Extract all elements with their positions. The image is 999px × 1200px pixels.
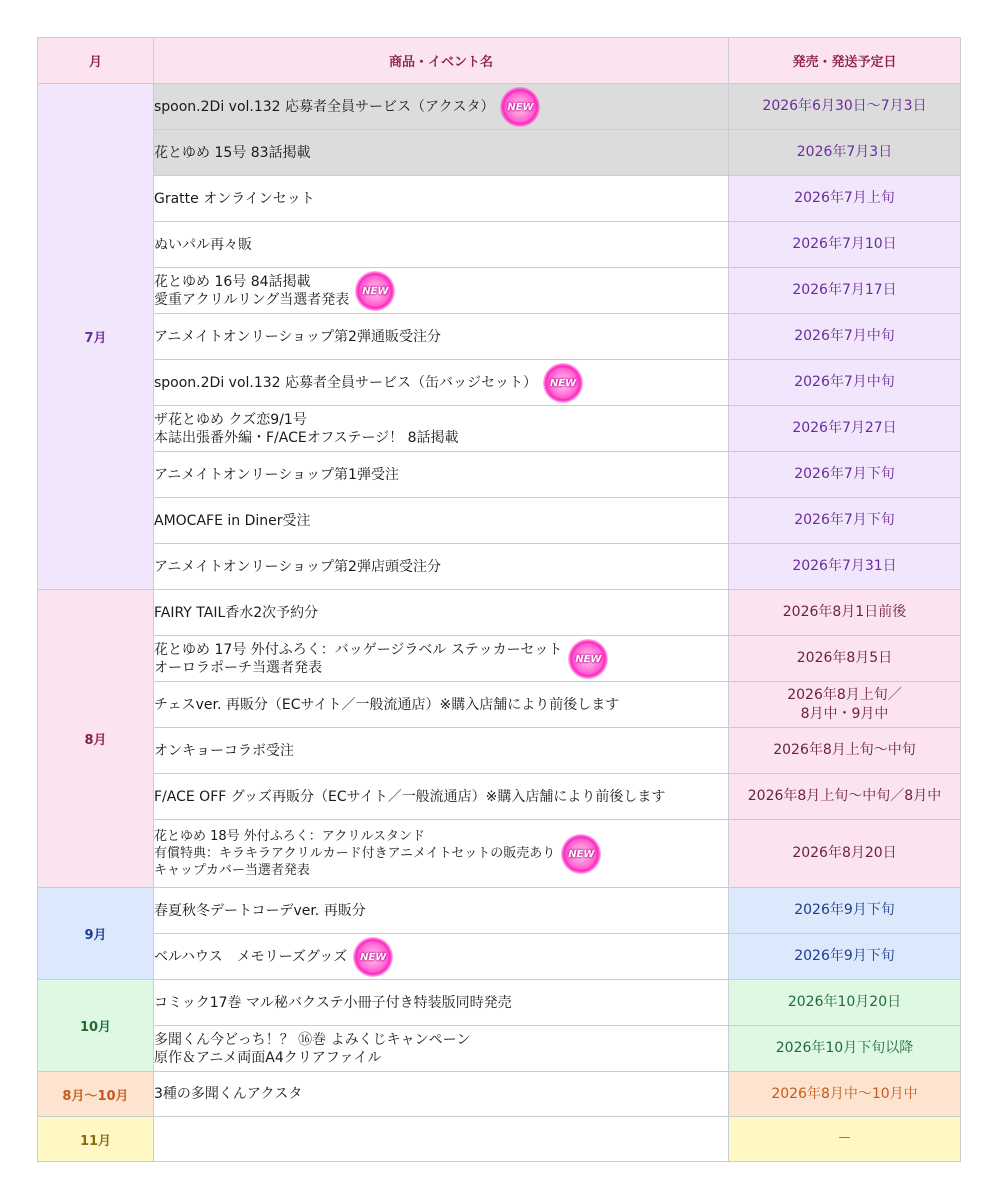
date-cell [729,360,961,406]
date-cell [729,452,961,498]
date-cell [729,406,961,452]
item-line: 3種の多聞くんアクスタ [154,1086,303,1102]
date-line: 2026年7月27日 [792,420,897,436]
item-line: F/ACE OFF グッズ再販分（ECサイト／一般流通店）※購入店舗により前後します [154,788,666,805]
date-cell [729,222,961,268]
item-line: 愛重アクリルリング当選者発表 [154,291,350,308]
item-line: 花とゆめ 15号 83話掲載 [154,144,311,161]
item-line: ベルハウス メモリーズグッズ [154,948,348,965]
item-line: AMOCAFE in Diner受注 [154,512,311,529]
month-cell-october: 10月 [38,980,154,1072]
table-row [38,1117,961,1162]
item-line: FAIRY TAIL香水2次予約分 [154,604,319,621]
item-line: 原作＆アニメ両面A4クリアファイル [154,1049,382,1066]
month-cell-september: 9月 [38,888,154,980]
item-cell [154,268,729,314]
date-line: 2026年8月5日 [796,650,893,666]
date-line: 2026年8月上旬～中旬 [773,742,916,758]
item-line: 花とゆめ 16号 84話掲載 [154,273,311,290]
month-cell-aug-oct: 8月～10月 [38,1072,154,1117]
date-line: 2026年7月中旬 [794,328,895,344]
item-line: 花とゆめ 18号 外付ふろく：アクリルスタンド [154,829,426,844]
table-row [38,820,961,888]
date-cell [729,980,961,1026]
item-cell [154,636,729,682]
table-row [38,682,961,728]
table-row [38,452,961,498]
table-row [38,1072,961,1117]
item-cell [154,544,729,590]
date-cell [729,314,961,360]
item-line: アニメイトオンリーショップ第2弾店頭受注分 [154,558,441,575]
item-cell [154,314,729,360]
date-cell [729,544,961,590]
date-cell [729,130,961,176]
table-row [38,636,961,682]
item-cell [154,682,729,728]
date-cell [729,268,961,314]
date-cell [729,820,961,888]
item-cell [154,1026,729,1072]
date-line: 2026年10月下旬以降 [775,1040,914,1056]
item-cell [154,590,729,636]
item-line: Gratte オンラインセット [154,190,315,207]
date-line: 2026年7月下旬 [794,466,895,482]
date-cell [729,728,961,774]
date-line: 8月中・9月中 [800,705,889,722]
date-cell [729,636,961,682]
date-line: － [837,1130,852,1147]
date-line: 2026年7月上旬 [794,190,895,206]
item-line: オンキョーコラボ受注 [154,742,294,759]
date-cell [729,1117,961,1162]
new-badge-icon: NEW [353,937,393,977]
item-line: spoon.2Di vol.132 応募者全員サービス（アクスタ） [154,98,495,115]
date-line: 2026年8月中～10月中 [771,1085,918,1102]
date-cell [729,888,961,934]
date-line: 2026年8月上旬～中旬／8月中 [747,788,942,804]
header-item: 商品・イベント名 [154,38,729,84]
table-row [38,544,961,590]
item-line: ぬいパル再々販 [154,236,252,253]
table-row [38,84,961,130]
item-cell [154,360,729,406]
item-cell [154,84,729,130]
item-cell [154,774,729,820]
new-badge-icon: NEW [561,834,601,874]
item-cell [154,452,729,498]
month-cell-july: 7月 [38,84,154,590]
table-row [38,268,961,314]
date-line: 2026年7月中旬 [794,374,895,390]
date-line: 2026年6月30日～7月3日 [762,98,927,114]
table-row [38,1026,961,1072]
release-schedule-table [37,37,961,1162]
new-badge-icon: NEW [355,271,395,311]
table-row [38,774,961,820]
date-line: 2026年7月10日 [792,236,897,252]
item-cell [154,980,729,1026]
date-line: 2026年7月3日 [796,144,893,160]
new-badge-icon: NEW [543,363,583,403]
table-row [38,728,961,774]
date-line: 2026年8月20日 [792,845,897,861]
table-row [38,406,961,452]
date-cell [729,1072,961,1117]
item-line: 有償特典：キラキラアクリルカード付きアニメイトセットの販売あり [154,846,556,861]
item-line: 花とゆめ 17号 外付ふろく：バッゲージラベル ステッカーセット [154,641,563,658]
date-cell [729,682,961,728]
item-line: チェスver. 再販分（ECサイト／一般流通店）※購入店舗により前後します [154,696,620,713]
new-badge-icon: NEW [568,639,608,679]
date-cell [729,84,961,130]
item-line: spoon.2Di vol.132 応募者全員サービス（缶バッジセット） [154,374,538,391]
date-line: 2026年8月1日前後 [782,604,907,620]
table-row [38,222,961,268]
month-cell-august: 8月 [38,590,154,888]
item-cell [154,820,729,888]
date-line: 2026年9月下旬 [794,948,895,964]
item-line: キャップカバー当選者発表 [154,863,310,878]
item-line: コミック17巻 マル秘バクステ小冊子付き特装版同時発売 [154,994,512,1011]
month-cell-november: 11月 [38,1117,154,1162]
item-cell [154,728,729,774]
date-line: 2026年7月31日 [792,558,897,574]
date-line: 2026年7月17日 [792,282,897,298]
item-line: ザ花とゆめ クズ恋9/1号 [154,411,307,428]
item-cell [154,130,729,176]
table-row [38,590,961,636]
new-badge-icon: NEW [500,87,540,127]
item-cell [154,176,729,222]
table-row [38,360,961,406]
item-cell [154,888,729,934]
date-cell [729,590,961,636]
item-cell [154,1072,729,1117]
header-month: 月 [38,38,154,84]
table-row [38,934,961,980]
header-date: 発売・発送予定日 [729,38,961,84]
item-line: 春夏秋冬デートコーデver. 再販分 [154,902,366,919]
date-line: 2026年10月20日 [787,994,902,1010]
item-cell [154,222,729,268]
table-row [38,176,961,222]
date-cell [729,176,961,222]
item-line: オーロラポーチ当選者発表 [154,659,322,676]
date-line: 2026年9月下旬 [794,902,895,918]
item-cell [154,498,729,544]
table-row [38,888,961,934]
item-cell [154,934,729,980]
table-header-row [38,38,961,84]
table-row [38,980,961,1026]
date-line: 2026年8月上旬／ [787,686,902,703]
item-line: 本誌出張番外編・F/ACEオフステージ！ 8話掲載 [154,429,459,446]
item-line: 多聞くん今どっち！？ ⑯巻 よみくじキャンペーン [154,1031,471,1048]
date-cell [729,498,961,544]
item-cell [154,406,729,452]
date-cell [729,934,961,980]
date-cell [729,1026,961,1072]
table-row [38,314,961,360]
date-line: 2026年7月下旬 [794,512,895,528]
item-line: アニメイトオンリーショップ第1弾受注 [154,466,399,483]
item-line: アニメイトオンリーショップ第2弾通販受注分 [154,328,441,345]
item-cell [154,1117,729,1162]
date-cell [729,774,961,820]
table-row [38,130,961,176]
table-row [38,498,961,544]
